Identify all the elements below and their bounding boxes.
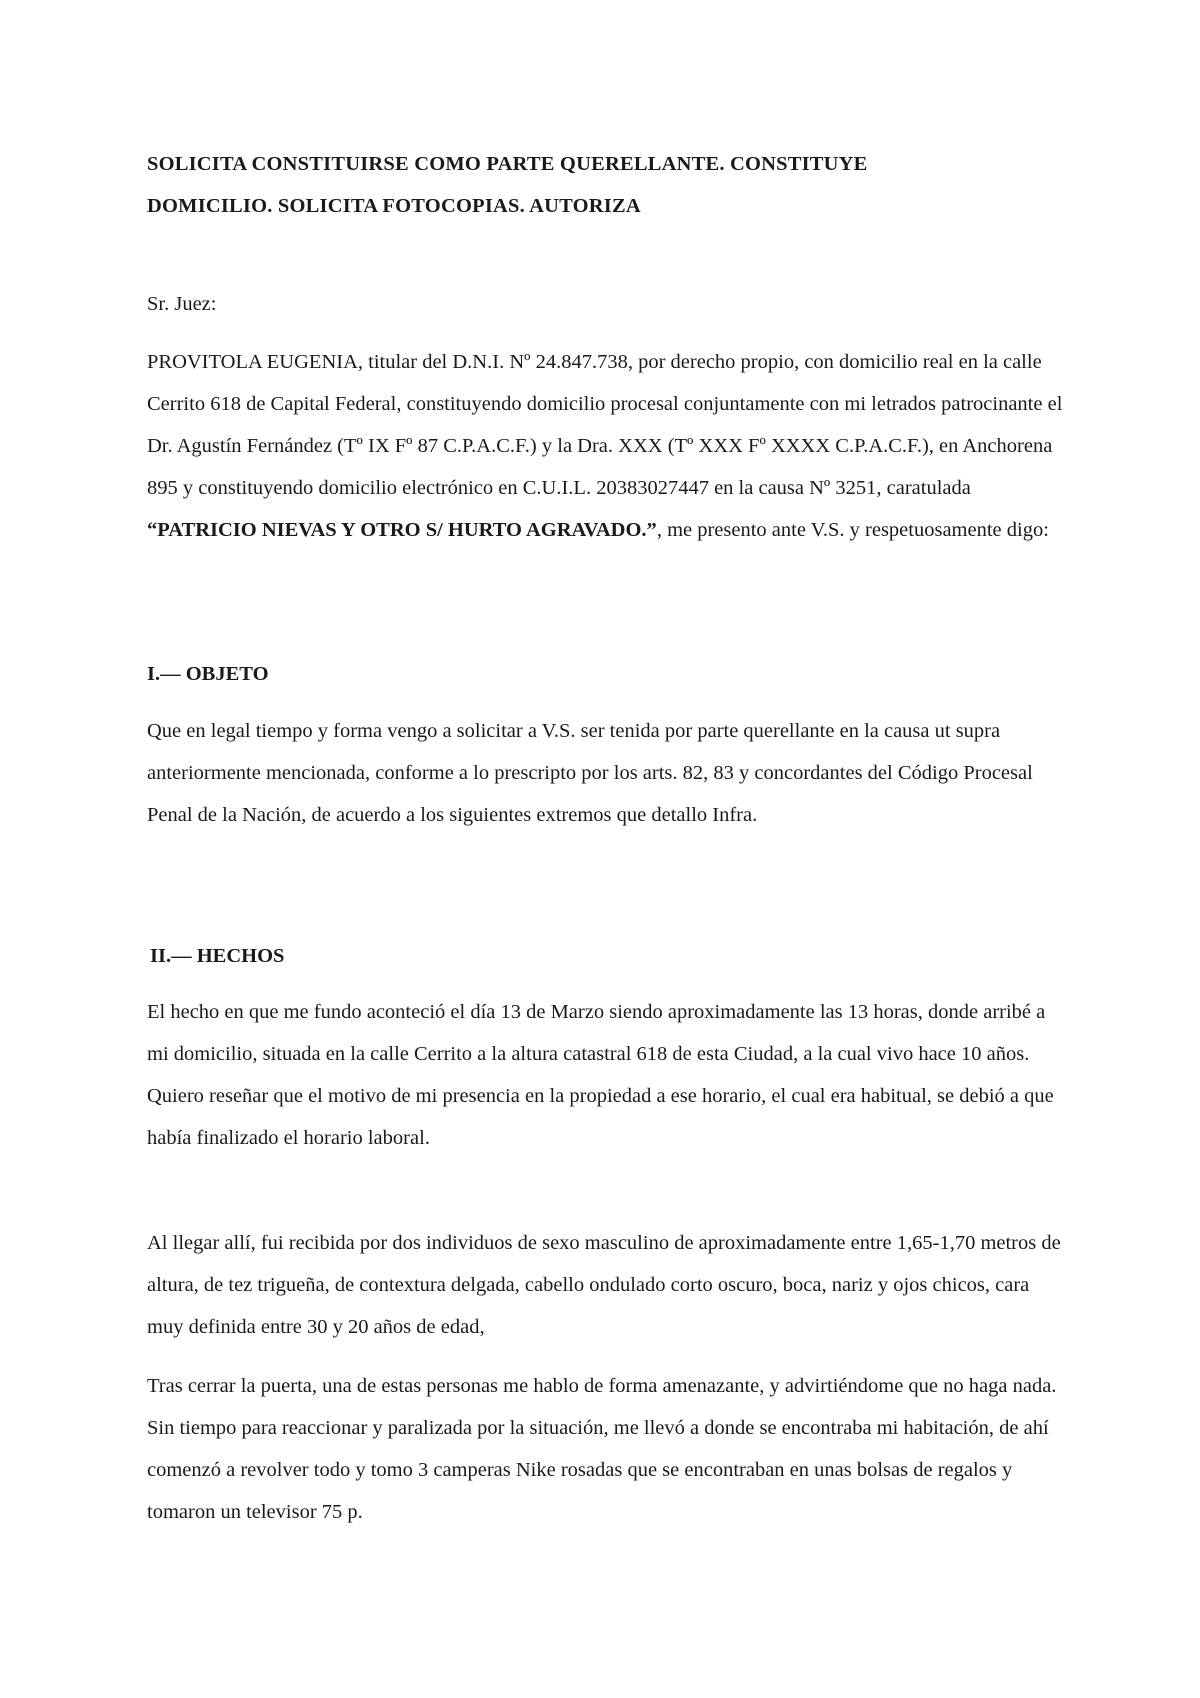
hechos-paragraph-1: El hecho en que me fundo aconteció el día 13 de Marzo siendo aproximadamente las 13 horas, donde arribé a mi domicilio, situada en la calle Cerrito a la altura catastral 618 de esta Ciudad, a la cual vivo hace 10 años. Quiero reseñar que el motivo de mi presencia en la propiedad a ese horario, el cual era habitual, se debió a que había finalizado el horario laboral. [147,1001,1054,1149]
hechos-paragraph-2: Al llegar allí, fui recibida por dos individuos de sexo masculino de aproximadamente entre 1,65-1,70 metros de altura, de tez trigueña, de contextura delgada, cabello ondulado corto oscuro, boca, nariz y ojos chicos, cara muy definida entre 30 y 20 años de edad, [147,1232,1061,1338]
document-title [147,143,1067,227]
section-heading-objeto: I.— OBJETO [147,663,269,685]
hechos-paragraph-3: Tras cerrar la puerta, una de estas personas me hablo de forma amenazante, y advirtiéndome que no haga nada. Sin tiempo para reaccionar y paralizada por la situación, me llevó a donde se encontraba mi habitación, de ahí comenzó a revolver todo y tomo 3 camperas Nike rosadas que se encontraban en unas bolsas de regalos y tomaron un televisor 75 p. [147,1375,1057,1523]
objeto-paragraph: Que en legal tiempo y forma vengo a solicitar a V.S. ser tenida por parte querellante en la causa ut supra anteriormente mencionada, conforme a lo prescripto por los arts. 82, 83 y concordantes del Código Procesal Penal de la Nación, de acuerdo a los siguientes extremos que detallo Infra. [147,720,1033,826]
title-line-2: DOMICILIO. SOLICITA FOTOCOPIAS. AUTORIZA [147,195,641,217]
intro-text-part2: , me presento ante V.S. y respetuosamente digo: [656,519,1049,541]
title-line-1: SOLICITA CONSTITUIRSE COMO PARTE QUERELLANTE. CONSTITUYE [147,153,868,175]
intro-text-part1: PROVITOLA EUGENIA, titular del D.N.I. Nº 24.847.738, por derecho propio, con domicilio real en la calle Cerrito 618 de Capital Federal, constituyendo domicilio procesal conjuntamente con mi letrados patrocinante el Dr. Agustín Fernández (Tº IX Fº 87 C.P.A.C.F.) y la Dra. XXX (Tº XXX Fº XXXX C.P.A.C.F.), en Anchorena 895 y constituyendo domicilio electrónico en C.U.I.L. 20383027447 en la causa Nº 3251, caratulada [147,351,1063,499]
intro-paragraph [147,341,1067,551]
section-heading-hechos: II.— HECHOS [150,945,285,967]
salutation: Sr. Juez: [147,293,217,315]
case-name: “PATRICIO NIEVAS Y OTRO S/ HURTO AGRAVADO.” [147,519,657,541]
